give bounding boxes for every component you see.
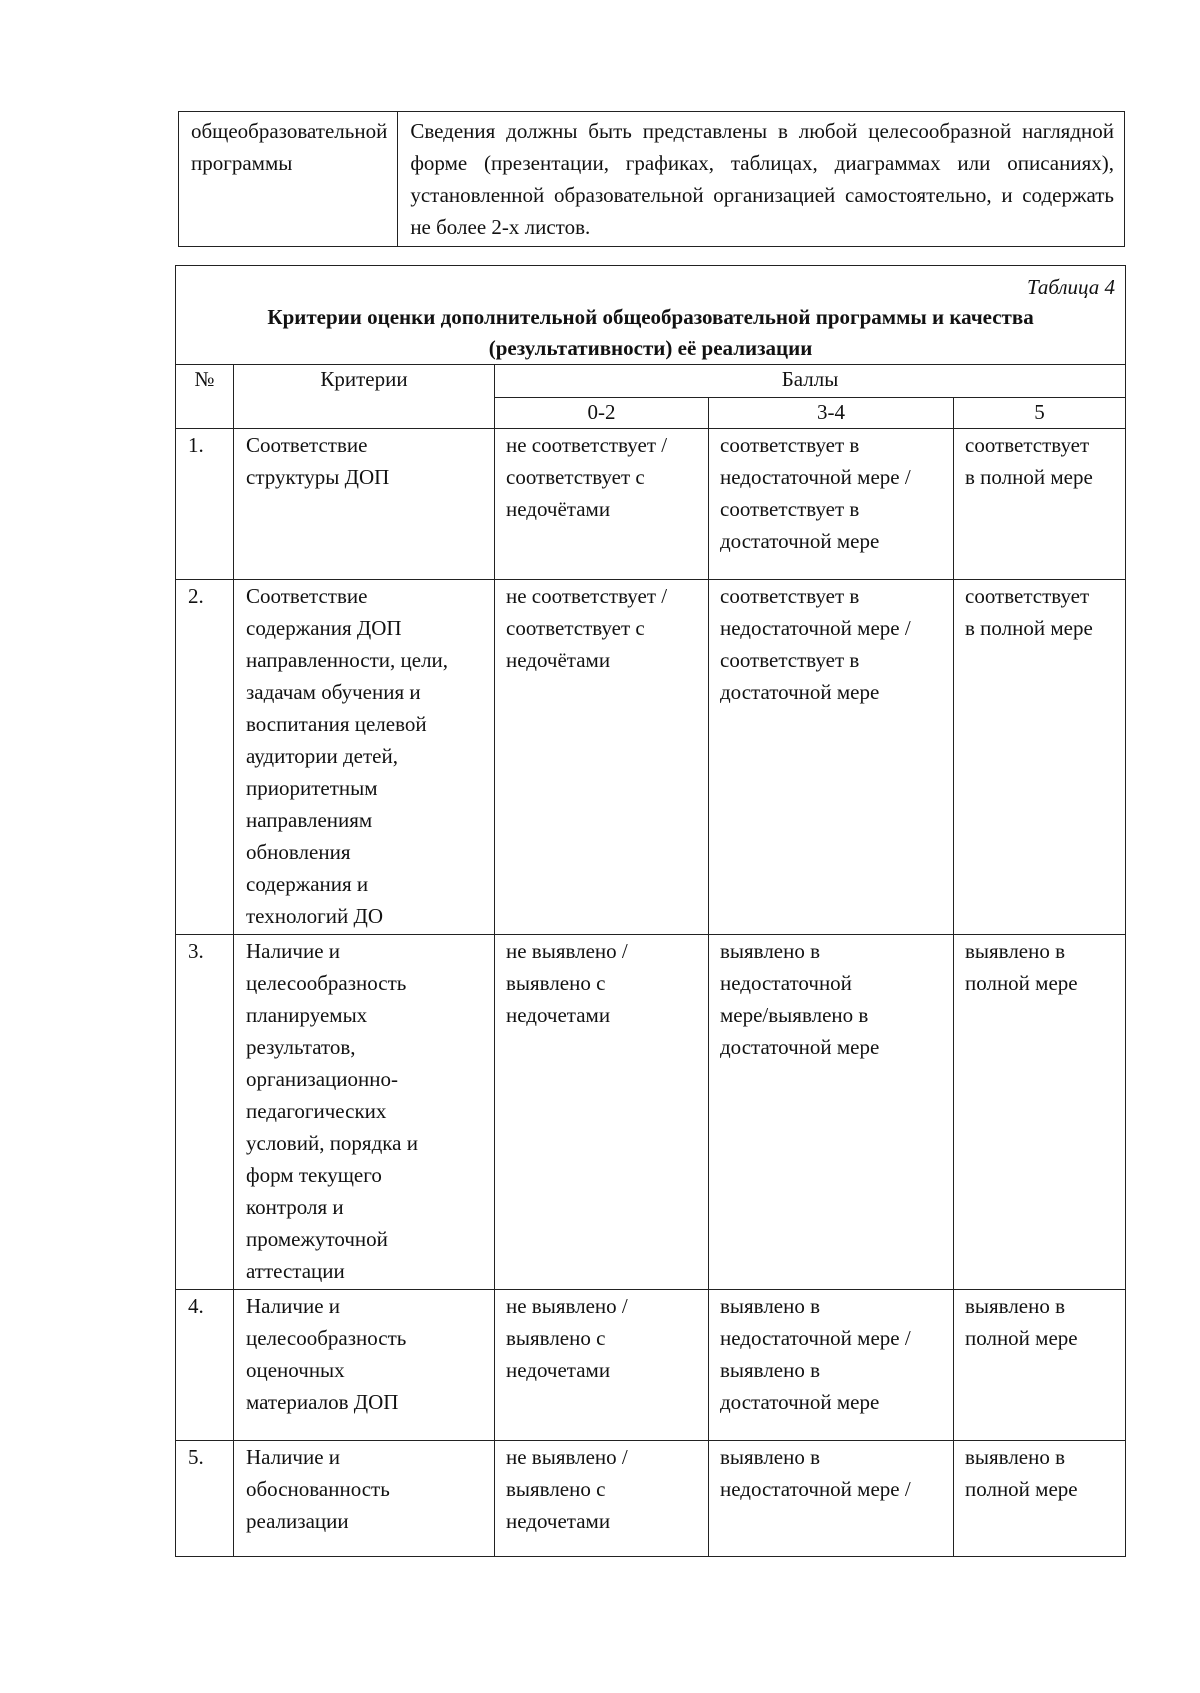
row-number: 5. (176, 1441, 234, 1557)
table-title: Критерии оценки дополнительной общеобразовательной программы и качества (результативности) её реализации (267, 305, 1034, 360)
row-score-3-4: выявлено в недостаточной мере/выявлено в достаточной мере (709, 935, 954, 1290)
header-points: Баллы (495, 365, 1126, 398)
row-score-0-2: не выявлено / выявлено с недочетами (495, 1290, 709, 1441)
row-score-5: соответствует в полной мере (954, 429, 1126, 580)
row-score-3-4: соответствует в недостаточной мере / соответствует в достаточной мере (709, 429, 954, 580)
row-criterion: Наличие и целесообразность планируемых результатов, организационно- педагогических условий, порядка и форм текущего контроля и промежуточной аттестации (234, 935, 495, 1290)
row-criterion: Соответствие структуры ДОП (234, 429, 495, 580)
row-number: 3. (176, 935, 234, 1290)
row-score-3-4: выявлено в недостаточной мере / выявлено в достаточной мере (709, 1290, 954, 1441)
header-num: № (176, 365, 234, 429)
header-range-5: 5 (954, 398, 1126, 429)
row-score-0-2: не выявлено / выявлено с недочетами (495, 1441, 709, 1557)
row-score-3-4: соответствует в недостаточной мере / соответствует в достаточной мере (709, 580, 954, 935)
row-score-5: соответствует в полной мере (954, 580, 1126, 935)
row-score-0-2: не выявлено / выявлено с недочетами (495, 935, 709, 1290)
row-number: 1. (176, 429, 234, 580)
row-number: 2. (176, 580, 234, 935)
table-row (176, 429, 1126, 580)
table-row (176, 935, 1126, 1290)
row-criterion: Соответствие содержания ДОП направленности, цели, задачам обучения и воспитания целевой аудитории детей, приоритетным направлениям обновления содержания и технологий ДО (234, 580, 495, 935)
table-row (176, 1290, 1126, 1441)
table-caption-row (176, 266, 1126, 365)
row-score-0-2: не соответствует / соответствует с недочётами (495, 429, 709, 580)
header-criteria: Критерии (234, 365, 495, 429)
criteria-table (175, 265, 1126, 1557)
table-caption-cell (176, 266, 1126, 365)
row-number: 4. (176, 1290, 234, 1441)
continuation-row (179, 112, 1125, 247)
table-row (176, 1441, 1126, 1557)
continuation-left-cell: общеобразовательной программы (179, 112, 398, 247)
header-range-3-4: 3-4 (709, 398, 954, 429)
row-score-3-4: выявлено в недостаточной мере / (709, 1441, 954, 1557)
header-row (176, 365, 1126, 398)
continuation-right-cell: Сведения должны быть представлены в любой целесообразной наглядной форме (презентации, графиках, таблицах, диаграммах или описаниях), установленной образовательной организацией самостоятельно, и содержать не более 2-х листов. (398, 112, 1125, 247)
header-range-0-2: 0-2 (495, 398, 709, 429)
table-row (176, 580, 1126, 935)
row-score-5: выявлено в полной мере (954, 1290, 1126, 1441)
row-criterion: Наличие и целесообразность оценочных материалов ДОП (234, 1290, 495, 1441)
row-score-5: выявлено в полной мере (954, 1441, 1126, 1557)
row-score-0-2: не соответствует / соответствует с недочётами (495, 580, 709, 935)
table-label: Таблица 4 (1026, 275, 1116, 299)
row-criterion: Наличие и обоснованность реализации (234, 1441, 495, 1557)
continuation-table (178, 111, 1125, 247)
row-score-5: выявлено в полной мере (954, 935, 1126, 1290)
